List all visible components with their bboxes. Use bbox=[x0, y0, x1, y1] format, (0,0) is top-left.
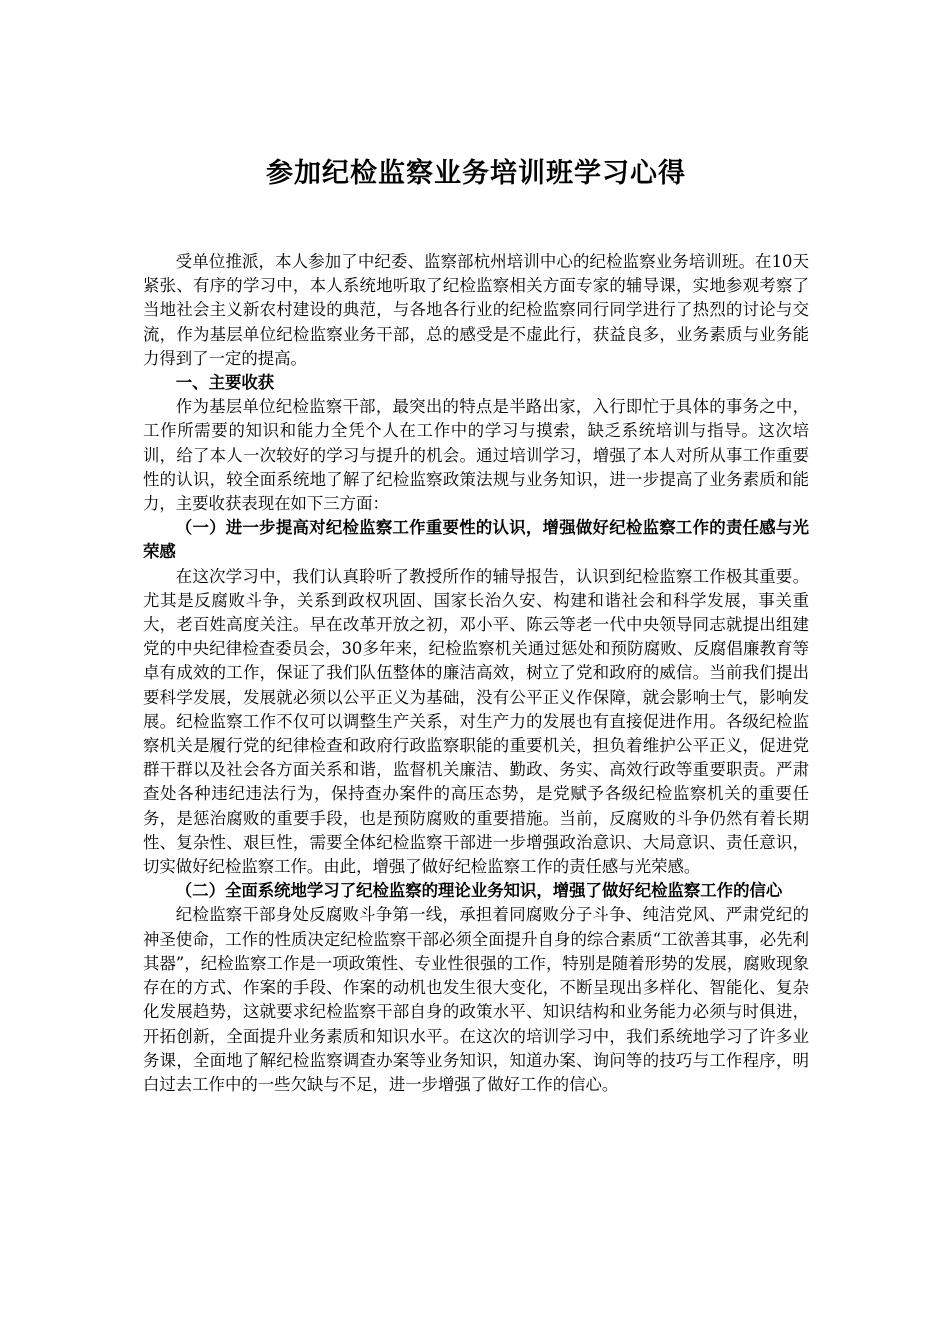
paragraph-intro: 受单位推派，本人参加了中纪委、监察部杭州培训中心的纪检监察业务培训班。在10天紧张、有序的学习中，本人系统地听取了纪检监察相关方面专家的辅导课，实地参观考察了当地社会主义新农村建设的典范，与各地各行业的纪检监察同行同学进行了热烈的讨论与交流，作为基层单位纪检监察业务干部，总的感受是不虚此行，获益良多，业务素质与业务能力得到了一定的提高。 bbox=[143, 252, 809, 368]
document-body bbox=[143, 250, 809, 1097]
subsection-heading-1: （一）进一步提高对纪检监察工作重要性的认识，增强做好纪检监察工作的责任感与光荣感 bbox=[143, 518, 809, 562]
paragraph-subsection-1: 在这次学习中，我们认真聆听了教授所作的辅导报告，认识到纪检监察工作极其重要。尤其是反腐败斗争，关系到政权巩固、国家长治久安、构建和谐社会和科学发展，事关重大，老百姓高度关注。早在改革开放之初，邓小平、陈云等老一代中央领导同志就提出组建党的中央纪律检查委员会，30多年来，纪检监察机关通过惩处和预防腐败、反腐倡廉教育等卓有成效的工作，保证了我们队伍整体的廉洁高效，树立了党和政府的威信。当前我们提出要科学发展，发展就必须以公平正义为基础，没有公平正义作保障，就会影响士气，影响发展。纪检监察工作不仅可以调整生产关系，对生产力的发展也有直接促进作用。各级纪检监察机关是履行党的纪律检查和政府行政监察职能的重要机关，担负着维护公平正义，促进党群干群以及社会各方面关系和谐，监督机关廉洁、勤政、务实、高效行政等重要职责。严肃查处各种违纪违法行为，保持查办案件的高压态势，是党赋予各级纪检监察机关的重要任务，是惩治腐败的重要手段，也是预防腐败的重要措施。当前，反腐败的斗争仍然有着长期性、复杂性、艰巨性，需要全体纪检监察干部进一步增强政治意识、大局意识、责任意识，切实做好纪检监察工作。由此，增强了做好纪检监察工作的责任感与光荣感。 bbox=[143, 566, 809, 877]
paragraph-main-gains: 作为基层单位纪检监察干部，最突出的特点是半路出家，入行即忙于具体的事务之中，工作所需要的知识和能力全凭个人在工作中的学习与摸索，缺乏系统培训与指导。这次培训，给了本人一次较好的学习与提升的机会。通过培训学习，增强了本人对所从事工作重要性的认识，较全面系统地了解了纪检监察政策法规与业务知识，进一步提高了业务素质和能力，主要收获表现在如下三方面： bbox=[143, 397, 809, 514]
subsection-heading-2: （二）全面系统地学习了纪检监察的理论业务知识，增强了做好纪检监察工作的信心 bbox=[175, 881, 783, 901]
document-title: 参加纪检监察业务培训班学习心得 bbox=[266, 158, 686, 189]
section-heading-main-gains: 一、主要收获 bbox=[175, 373, 275, 393]
paragraph-subsection-2: 纪检监察干部身处反腐败斗争第一线，承担着同腐败分子斗争、纯洁党风、严肃党纪的神圣使命，工作的性质决定纪检监察干部必须全面提升自身的综合素质“工欲善其事，必先利其器”，纪检监察工作是一项政策性、专业性很强的工作，特别是随着形势的发展，腐败现象存在的方式、作案的手段、作案的动机也发生很大变化，不断呈现出多样化、智能化、复杂化发展趋势，这就要求纪检监察干部自身的政策水平、知识结构和业务能力必须与时俱进，开拓创新，全面提升业务素质和知识水平。在这次的培训学习中，我们系统地学习了许多业务课，全面地了解纪检监察调查办案等业务知识，知道办案、询问等的技巧与工作程序，明白过去工作中的一些欠缺与不足，进一步增强了做好工作的信心。 bbox=[143, 905, 809, 1094]
